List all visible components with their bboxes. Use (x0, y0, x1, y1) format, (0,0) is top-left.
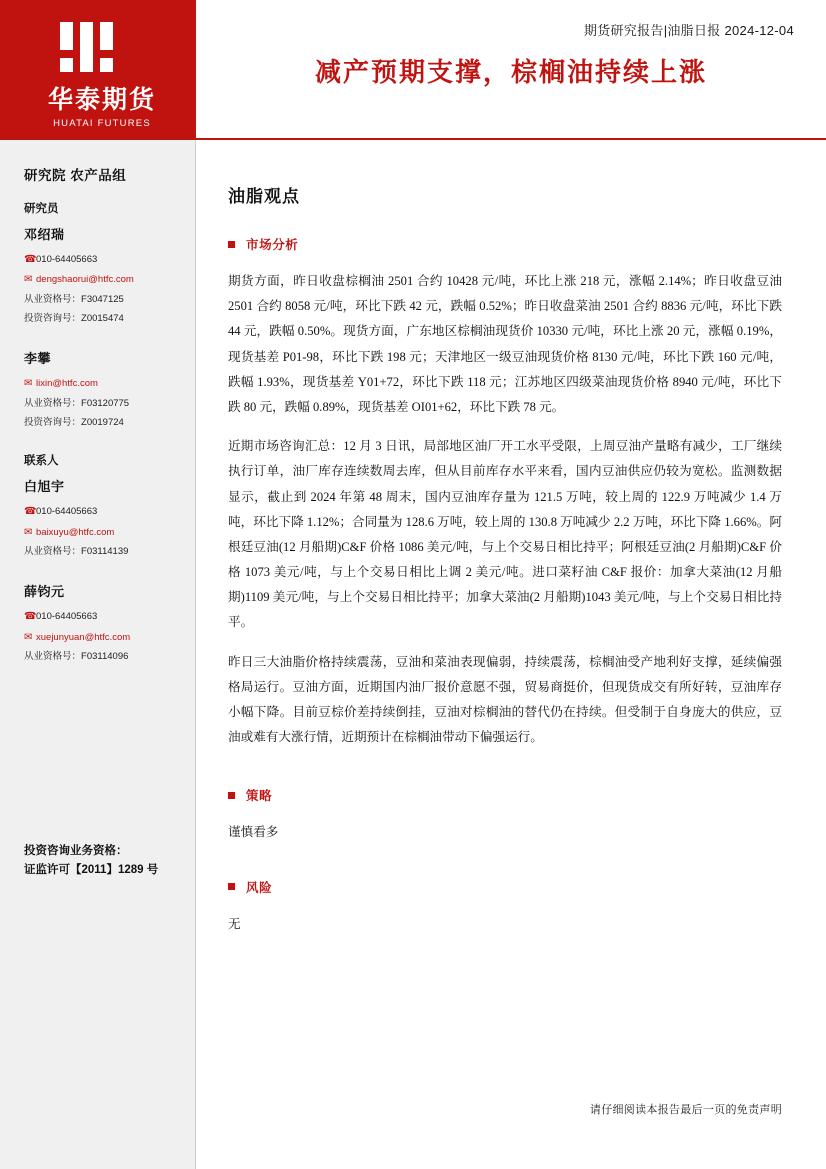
page-header (0, 0, 826, 140)
mail-icon: ✉ (24, 378, 33, 390)
subsection-label: 市场分析 (246, 238, 299, 252)
subsection-market-analysis (228, 235, 782, 253)
sidebar-person-qualification: 从业资格号：F03114096 (24, 651, 129, 663)
sidebar-person-phone: ☎010-64405663 (24, 506, 98, 518)
sidebar-person-advisory: 投资咨询号：Z0019724 (24, 417, 124, 429)
sidebar-role-researcher: 研究员 (24, 203, 59, 215)
sidebar-person-email[interactable] (24, 273, 181, 286)
sidebar-person-qualification: 从业资格号：F3047125 (24, 293, 124, 305)
bullet-square-icon (228, 792, 235, 799)
brand-logo (22, 22, 182, 129)
phone-icon: ☎ (24, 254, 37, 265)
sidebar-person-qualification: 从业资格号：F03114139 (24, 546, 129, 558)
sidebar-person-name: 白旭宇 (24, 479, 65, 495)
subsection-label: 风险 (246, 880, 273, 895)
mail-icon: ✉ (24, 526, 33, 538)
email-link[interactable]: dengshaorui@htfc.com (36, 274, 134, 286)
sidebar (0, 140, 196, 1169)
sidebar-person-phone: ☎010-64405663 (24, 611, 98, 623)
email-link[interactable]: xuejunyuan@htfc.com (36, 631, 131, 643)
sidebar-person-name: 薛钧元 (24, 584, 65, 600)
license-label: 投资咨询业务资格： (24, 845, 128, 857)
risk-text: 无 (228, 916, 241, 931)
subsection-risk (228, 878, 782, 896)
section-title: 油脂观点 (228, 187, 300, 206)
sidebar-person-advisory: 投资咨询号：Z0015474 (24, 313, 124, 325)
report-meta: 期货研究报告|油脂日报 2024-12-04 (583, 23, 794, 38)
sidebar-person-email[interactable] (24, 631, 181, 644)
paragraph-market-outlook: 昨日三大油脂价格持续震荡，豆油和菜油表现偏弱，持续震荡，棕榈油受产地利好支撑，延续偏强格局运行。豆油方面，近期国内油厂报价意愿不强，贸易商挺价，但现货成交有所好转，豆油库存小幅下降。目前豆棕价差持续倒挂，豆油对棕榈油的替代仍在持续。但受制于自身庞大的供应，豆油或难有大涨行情，近期预计在棕榈油带动下偏强运行。 (228, 654, 782, 745)
brand-name-en: HUATAI FUTURES (53, 118, 151, 129)
sidebar-person-qualification: 从业资格号：F03120775 (24, 397, 130, 409)
subsection-strategy (228, 786, 782, 804)
paragraph-market-news: 近期市场咨询汇总：12 月 3 日讯，局部地区油厂开工水平受限，上周豆油产量略有减少，工厂继续执行订单，油厂库存连续数周去库，但从目前库存水平来看，国内豆油供应仍较为宽松。监测数据显示，截止到 2024 年第 48 周末，国内豆油库存量为 121.5 万吨，较上周的 122.9 万吨减少 1.4 万吨，环比下降 1.12%；合同量为 128.6 万吨，较上周的 130.8 万吨减少 2.2 万吨，环比下降 1.66%。阿根廷豆油(12 月船期)C&F 价格 1086 美元/吨，与上个交易日相比持平；阿根廷豆油(2 月船期)C&F 价格 1073 美元/吨，与上个交易日相比上调 2 美元/吨。进口菜籽油 C&F 报价：加拿大菜油(12 月船期)1109 美元/吨，与上个交易日相比持平；加拿大菜油(2 月船期)1043 美元/吨，与上个交易日相比持平。 (228, 439, 782, 630)
paragraph-market-prices: 期货方面，昨日收盘棕榈油 2501 合约 10428 元/吨，环比上涨 218 元，涨幅 2.14%；昨日收盘豆油 2501 合约 8058 元/吨，环比下跌 42 元，跌幅 0.52%；昨日收盘菜油 2501 合约 8836 元/吨，环比下跌 44 元，跌幅 0.50%。现货方面，广东地区棕榈油现货价 10330 元/吨，环比上涨 20 元，涨幅 0.19%，现货基差 P01-98，环比下跌 198 元；天津地区一级豆油现货价格 8130 元/吨，环比下跌 160 元/吨，跌幅 1.93%，现货基差 Y01+72，环比下跌 118 元；江苏地区四级菜油现货价格 8940 元/吨，环比下跌 80 元，跌幅 0.89%，现货基差 OI01+62，环比下跌 78 元。 (228, 274, 782, 414)
bullet-square-icon (228, 883, 235, 890)
main-content (196, 140, 826, 1169)
huatai-logo-icon (60, 22, 114, 72)
sidebar-person-name: 邓绍瑞 (24, 227, 65, 242)
page-title: 减产预期支撑，棕榈油持续上涨 (314, 57, 707, 87)
bullet-square-icon (228, 241, 235, 248)
sidebar-person-name: 李攀 (24, 351, 52, 367)
subsection-label: 策略 (246, 789, 273, 804)
sidebar-role-contact: 联系人 (24, 455, 59, 468)
logo-panel (0, 0, 196, 140)
sidebar-department: 研究院 农产品组 (24, 168, 127, 183)
mail-icon: ✉ (24, 274, 33, 286)
sidebar-license (24, 842, 158, 880)
email-link[interactable]: baixuyu@htfc.com (36, 526, 115, 538)
phone-icon: ☎ (24, 506, 37, 518)
phone-icon: ☎ (24, 611, 37, 623)
sidebar-person-email[interactable] (24, 526, 181, 539)
brand-name-cn: 华泰期货 (47, 86, 156, 114)
email-link[interactable]: lixin@htfc.com (36, 378, 98, 390)
license-number: 证监许可【2011】1289 号 (24, 863, 159, 876)
strategy-text: 谨慎看多 (228, 825, 279, 840)
disclaimer-note: 请仔细阅读本报告最后一页的免责声明 (589, 1104, 782, 1116)
mail-icon: ✉ (24, 631, 33, 643)
sidebar-person-email[interactable] (24, 377, 181, 390)
sidebar-person-phone: ☎010-64405663 (24, 254, 98, 265)
